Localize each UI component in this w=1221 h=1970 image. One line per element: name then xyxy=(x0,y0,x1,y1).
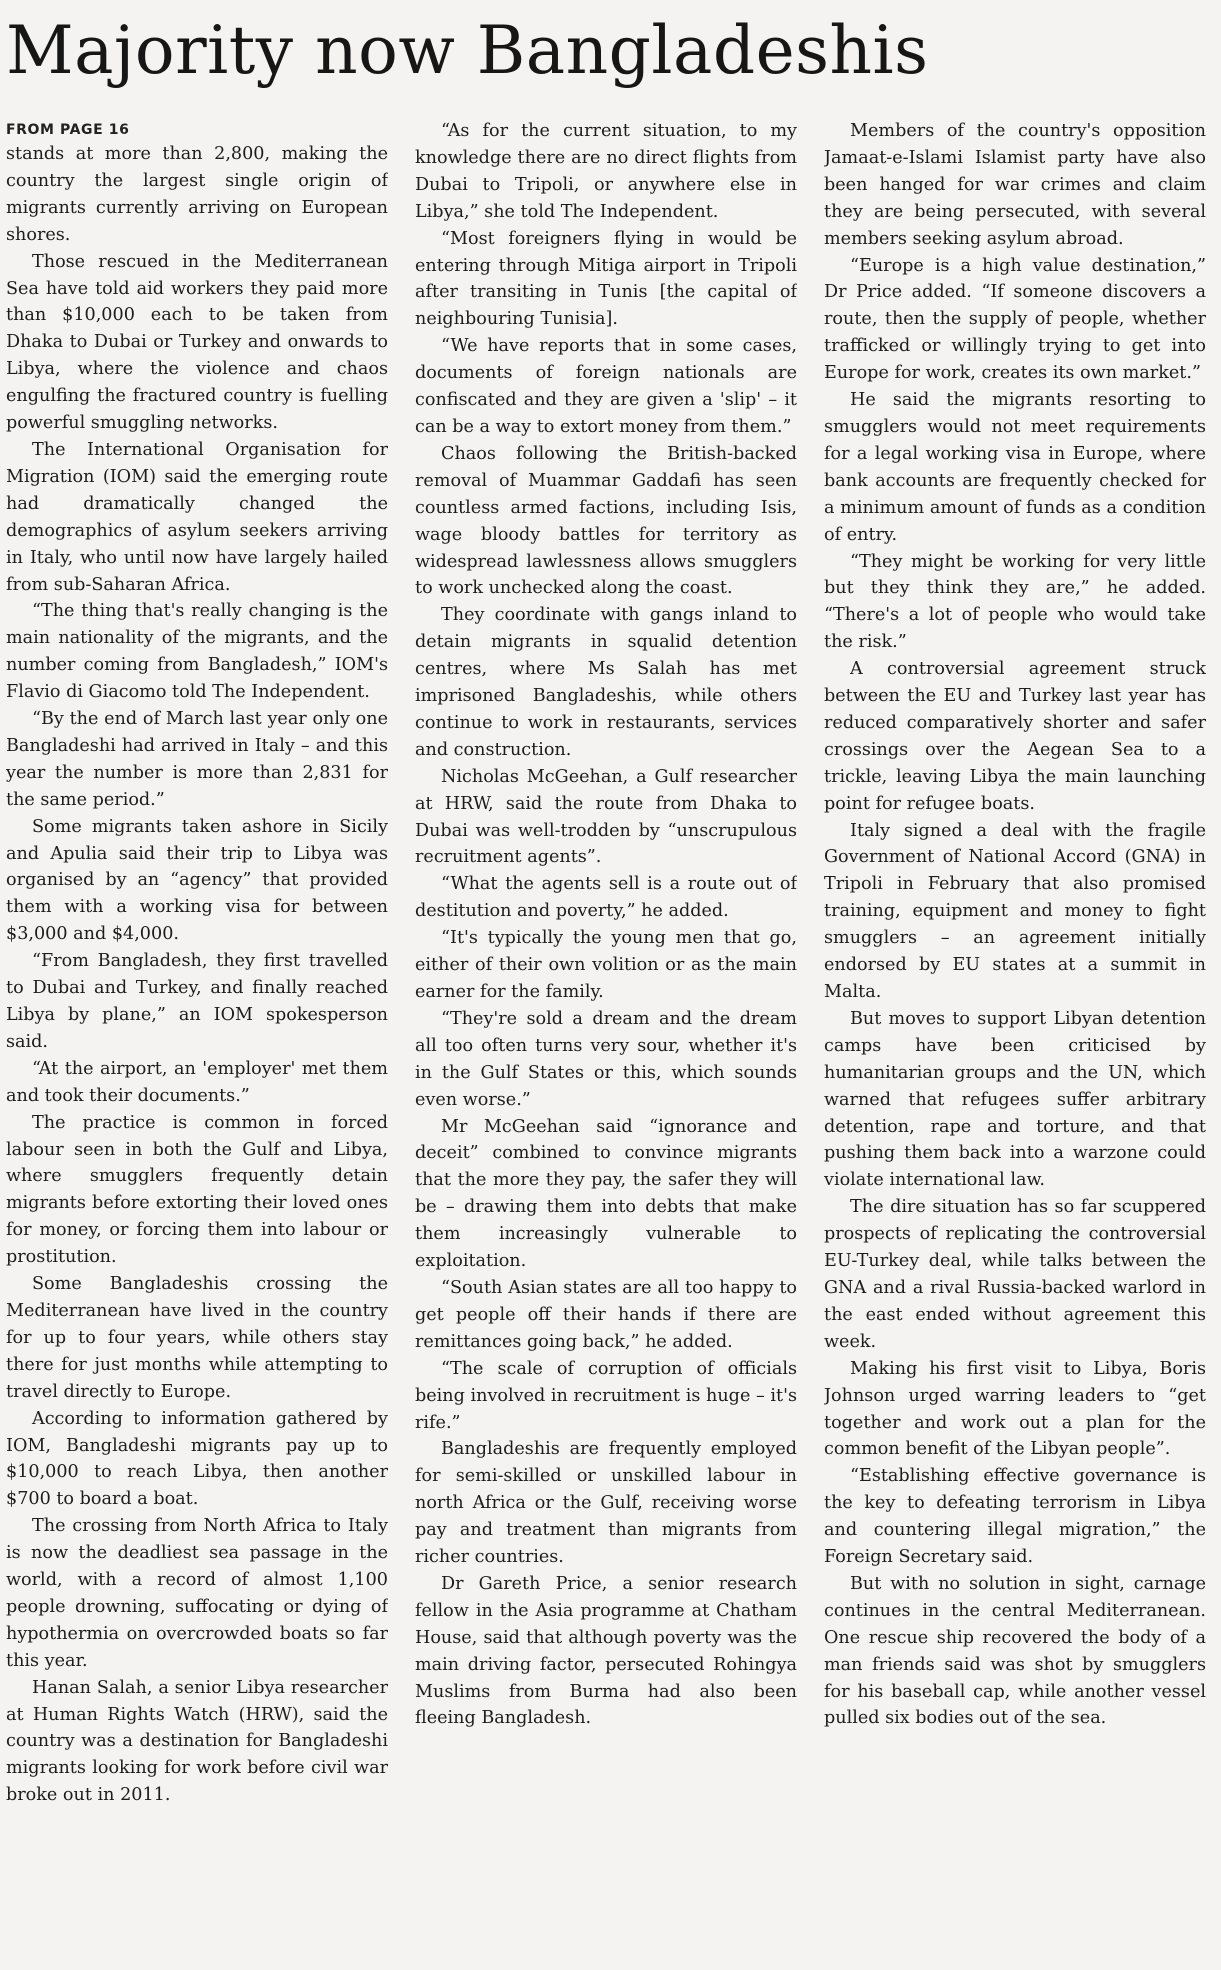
paragraph: Bangladeshis are frequently employed for semi-skilled or unskilled labour in north Africa or the Gulf, receiving worse pay and treatment than migrants from richer countries. xyxy=(415,1439,797,1568)
paragraph: “As for the current situation, to my knowledge there are no direct flights from Dubai to Tripoli, or anywhere else in Libya,” she told The Independent. xyxy=(415,121,797,222)
continuation-kicker: FROM PAGE 16 xyxy=(6,122,130,138)
paragraph: A controversial agreement struck between the EU and Turkey last year has reduced comparatively shorter and safer crossings over the Aegean Sea to a trickle, leaving Libya the main launching point for refugee boats. xyxy=(824,659,1206,814)
paragraph: “From Bangladesh, they first travelled to Dubai and Turkey, and finally reached Libya by plane,” an IOM spokesperson said. xyxy=(6,951,388,1052)
paragraph: Italy signed a deal with the fragile Government of National Accord (GNA) in Tripoli in February that also promised training, equipment and money to fight smugglers – an agreement initially endorsed by EU states at a summit in Malta. xyxy=(824,820,1206,1002)
paragraph: “The scale of corruption of officials being involved in recruitment is huge – it's rife.” xyxy=(415,1358,797,1433)
paragraph: “The thing that's really changing is the main nationality of the migrants, and the number coming from Bangladesh,” IOM's Flavio di Giacomo told The Independent. xyxy=(6,601,388,703)
paragraph: The practice is common in forced labour seen in both the Gulf and Libya, where smugglers frequently detain migrants before extorting their loved ones for money, or forcing them into labour or prostitution. xyxy=(6,1112,388,1268)
paragraph: Nicholas McGeehan, a Gulf researcher at HRW, said the route from Dhaka to Dubai was well-trodden by “unscrupulous recruitment agents”. xyxy=(415,766,797,868)
paragraph: They coordinate with gangs inland to detain migrants in squalid detention centres, where Ms Salah has met imprisoned Bangladeshis, while others continue to work in restaurants, services and construction. xyxy=(415,605,797,760)
paragraph: “They're sold a dream and the dream all too often turns very sour, whether it's in the Gulf States or this, which sounds even worse.” xyxy=(415,1008,797,1110)
paragraph: “We have reports that in some cases, documents of foreign nationals are confiscated and they are given a 'slip' – it can be a way to extort money from them.” xyxy=(415,336,797,437)
paragraph: “They might be working for very little but they think they are,” he added. “There's a lot of people who would take the risk.” xyxy=(824,551,1206,653)
article-body xyxy=(6,118,1215,1970)
paragraph: Members of the country's opposition Jamaat-e-Islami Islamist party have also been hanged for war crimes and claim they are being persecuted, with several members seeking asylum abroad. xyxy=(824,121,1206,249)
paragraph: stands at more than 2,800, making the country the largest single origin of migrants currently arriving on European shores. xyxy=(6,144,388,245)
headline: Majority now Bangladeshis xyxy=(6,12,929,89)
paragraph: “By the end of March last year only one Bangladeshi had arrived in Italy – and this year the number is more than 2,831 for the same period.” xyxy=(6,709,388,810)
paragraph: He said the migrants resorting to smugglers would not meet requirements for a legal working visa in Europe, where bank accounts are frequently checked for a minimum amount of funds as a condition of entry. xyxy=(824,390,1206,545)
paragraph: Mr McGeehan said “ignorance and deceit” combined to convince migrants that the more they pay, the safer they will be – drawing them into debts that make them increasingly vulnerable to exploitation. xyxy=(415,1116,797,1272)
paragraph: Some Bangladeshis crossing the Mediterranean have lived in the country for up to four years, while others stay there for just months while attempting to travel directly to Europe. xyxy=(6,1274,388,1402)
column-1 xyxy=(6,118,388,1970)
paragraph: “What the agents sell is a route out of destitution and poverty,” he added. xyxy=(415,874,797,922)
paragraph: According to information gathered by IOM, Bangladeshi migrants pay up to $10,000 to reach Libya, then another $700 to board a boat. xyxy=(6,1408,388,1510)
paragraph: Hanan Salah, a senior Libya researcher at Human Rights Watch (HRW), said the country was a destination for Bangladeshi migrants looking for work before civil war broke out in 2011. xyxy=(6,1677,388,1806)
paragraph: Dr Gareth Price, a senior research fellow in the Asia programme at Chatham House, said that although poverty was the main driving factor, persecuted Rohingya Muslims from Burma had also been fleeing Bangladesh. xyxy=(415,1573,797,1729)
paragraph: “Establishing effective governance is the key to defeating terrorism in Libya and countering illegal migration,” the Foreign Secretary said. xyxy=(824,1466,1206,1568)
paragraph: But with no solution in sight, carnage continues in the central Mediterranean. One rescue ship recovered the body of a man friends said was shot by smugglers for his baseball cap, while another vessel pulled six bodies out of the sea. xyxy=(824,1573,1206,1729)
paragraph: The crossing from North Africa to Italy is now the deadliest sea passage in the world, with a record of almost 1,100 people drowning, suffocating or dying of hypothermia on overcrowded boats so far this year. xyxy=(6,1516,388,1671)
paragraph: “At the airport, an 'employer' met them and took their documents.” xyxy=(6,1058,388,1106)
paragraph: “Europe is a high value destination,” Dr Price added. “If someone discovers a route, then the supply of people, whether trafficked or willingly trying to get into Europe for work, creates its own market.” xyxy=(824,255,1206,384)
column-3 xyxy=(824,118,1206,1970)
paragraph: Some migrants taken ashore in Sicily and Apulia said their trip to Libya was organised by an “agency” that provided them with a working visa for between $3,000 and $4,000. xyxy=(6,816,388,945)
column-2 xyxy=(415,118,797,1970)
paragraph: “Most foreigners flying in would be entering through Mitiga airport in Tripoli after transiting in Tunis [the capital of neighbouring Tunisia]. xyxy=(415,228,797,330)
paragraph: Those rescued in the Mediterranean Sea have told aid workers they paid more than $10,000 each to be taken from Dhaka to Dubai or Turkey and onwards to Libya, where the violence and chaos engulfing the fractured country is fuelling powerful smuggling networks. xyxy=(6,251,388,434)
paragraph: “South Asian states are all too happy to get people off their hands if there are remittances going back,” he added. xyxy=(415,1277,797,1352)
paragraph: Making his first visit to Libya, Boris Johnson urged warring leaders to “get together and work out a plan for the common benefit of the Libyan people”. xyxy=(824,1358,1206,1460)
paragraph: “It's typically the young men that go, either of their own volition or as the main earner for the family. xyxy=(415,928,797,1002)
paragraph: The International Organisation for Migration (IOM) said the emerging route had dramatically changed the demographics of asylum seekers arriving in Italy, who until now have largely hailed from sub-Saharan Africa. xyxy=(6,439,388,595)
paragraph: But moves to support Libyan detention camps have been criticised by humanitarian groups and the UN, which warned that refugees suffer arbitrary detention, rape and torture, and that pushing them back into a warzone could violate international law. xyxy=(824,1008,1206,1191)
paragraph: The dire situation has so far scuppered prospects of replicating the controversial EU-Turkey deal, while talks between the GNA and a rival Russia-backed warlord in the east ended without agreement this week. xyxy=(824,1197,1206,1352)
paragraph: Chaos following the British-backed removal of Muammar Gaddafi has seen countless armed factions, including Isis, wage bloody battles for territory as widespread lawlessness allows smugglers to work unchecked along the coast. xyxy=(415,443,797,599)
